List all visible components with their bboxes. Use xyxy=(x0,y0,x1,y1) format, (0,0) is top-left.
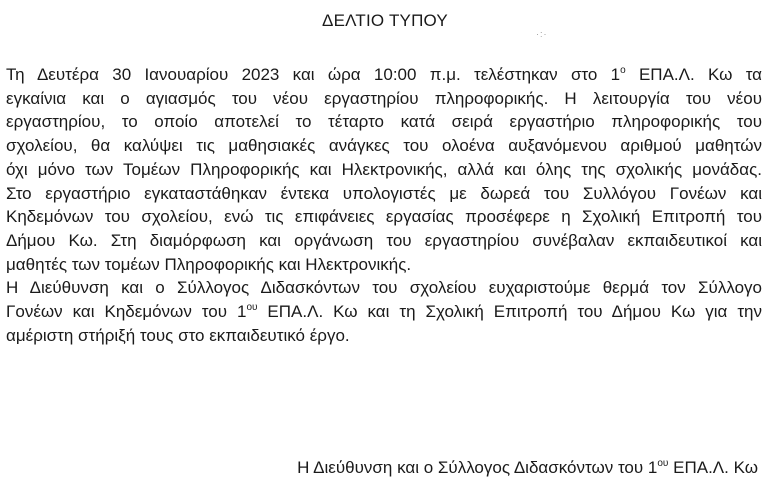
paragraph-line-text: ΕΠΑ.Λ. Κω τα xyxy=(625,65,762,84)
ordinal-superscript: ου xyxy=(246,302,258,314)
paragraph-line: εργαστηρίου, το οποίο αποτελεί το τέταρτο κατά σειρά εργαστήριο πληροφορικής του xyxy=(6,112,762,132)
paragraph-line: Στο εργαστήριο εγκαταστάθηκαν έντεκα υπολογιστές με δωρεά του Συλλόγου Γονέων και xyxy=(6,183,762,203)
paragraph-line: Κηδεμόνων του σχολείου, ενώ τις επιφάνειες εργασίας προσέφερε η Σχολική Επιτροπή του xyxy=(6,207,762,227)
document-title: ΔΕΛΤΙΟ ΤΥΠΟΥ xyxy=(322,11,448,30)
scan-speck: ·:· xyxy=(536,29,548,39)
paragraph-line: Δήμου Κω. Στη διαμόρφωση και οργάνωση του εργαστηρίου συνέβαλαν εκπαιδευτικοί και xyxy=(6,230,762,250)
paragraph-line: Η Διεύθυνση και ο Σύλλογος Διδασκόντων του σχολείου ευχαριστούμε θερμά τον Σύλλογο xyxy=(6,278,762,298)
signature-line xyxy=(297,458,758,478)
paragraph-line-text: Γονέων και Κηδεμόνων του 1 xyxy=(6,302,247,322)
paragraph-line-text: Τη Δευτέρα 30 Ιανουαρίου 2023 και ώρα 10:00 π.μ. τελέστηκαν στο 1 xyxy=(6,65,621,84)
paragraph-line: όχι μόνο των Τομέων Πληροφορικής και Ηλεκτρονικής, αλλά και όλης της σχολικής μονάδας. xyxy=(6,159,762,179)
paragraph-line-text: ΕΠΑ.Λ. Κω και τη Σχολική Επιτροπή του Δήμου Κω για την xyxy=(257,302,762,322)
paragraph-line: σχολείου, θα καλύψει τις μαθησιακές ανάγκες του ολοένα αυξανόμενου αριθμού μαθητών xyxy=(6,136,762,156)
paragraph-line: μαθητές των τομέων Πληροφορικής και Ηλεκτρονικής. xyxy=(6,254,412,274)
signature-text: Η Διεύθυνση και ο Σύλλογος Διδασκόντων του 1 xyxy=(297,458,658,477)
paragraph-line: αμέριστη στήριξή τους στο εκπαιδευτικό έργο. xyxy=(6,325,350,345)
paragraph-line: εγκαίνια και ο αγιασμός του νέου εργαστηρίου πληροφορικής. Η λειτουργία του νέου xyxy=(6,88,762,108)
document-body xyxy=(6,63,762,347)
ordinal-superscript: ο xyxy=(620,65,626,76)
paragraph-line xyxy=(6,63,762,87)
signature-text: ΕΠΑ.Λ. Κω xyxy=(668,458,758,477)
ordinal-superscript: ου xyxy=(657,458,669,469)
paragraph-line xyxy=(6,300,762,324)
